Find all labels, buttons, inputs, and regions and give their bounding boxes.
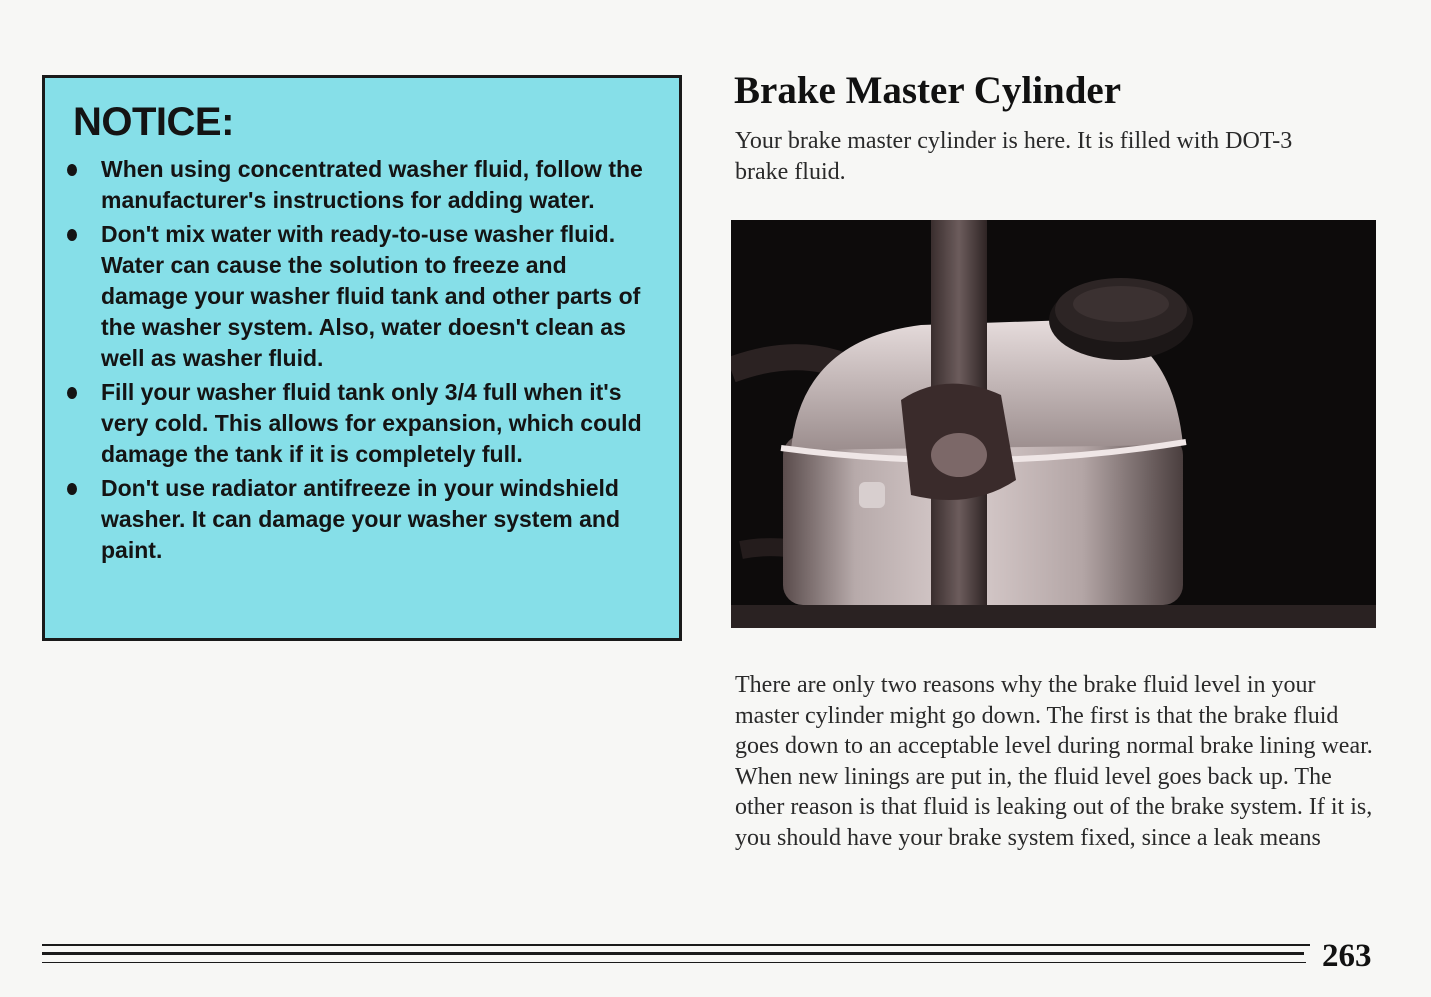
footer-rule bbox=[42, 962, 1306, 963]
section-heading: Brake Master Cylinder bbox=[734, 69, 1122, 112]
notice-item-text: Fill your washer fluid tank only 3/4 full when it's very cold. This allows for expansion, which could damage the tank if it is completely full. bbox=[101, 379, 642, 467]
notice-item-text: Don't use radiator antifreeze in your windshield washer. It can damage your washer system and paint. bbox=[101, 475, 620, 563]
bullet-icon bbox=[67, 387, 77, 399]
bullet-icon bbox=[67, 483, 77, 495]
bullet-icon bbox=[67, 229, 77, 241]
notice-list bbox=[45, 154, 645, 569]
intro-paragraph: Your brake master cylinder is here. It is filled with DOT-3 brake fluid. bbox=[735, 128, 1293, 185]
notice-title: NOTICE: bbox=[73, 100, 234, 144]
brake-master-cylinder-photo bbox=[731, 220, 1376, 628]
notice-item bbox=[45, 154, 645, 216]
footer-rule bbox=[42, 952, 1304, 955]
body-paragraph: There are only two reasons why the brake fluid level in your master cylinder might go down. The first is that the brake fluid goes down to an acceptable level during normal brake lining wear. When new linings are put in, the fluid level goes back up. The other reason is that fluid is leaking out of the brake system. If it is, you should have your brake system fixed, since a leak means bbox=[735, 672, 1373, 851]
bullet-icon bbox=[67, 164, 77, 176]
notice-item bbox=[45, 219, 645, 374]
page-number: 263 bbox=[1322, 938, 1372, 974]
brake-master-cylinder-illustration bbox=[731, 220, 1376, 628]
notice-item-text: When using concentrated washer fluid, follow the manufacturer's instructions for adding water. bbox=[101, 156, 643, 213]
notice-item-text: Don't mix water with ready-to-use washer fluid. Water can cause the solution to freeze and damage your washer fluid tank and other parts of the washer system. Also, water doesn't clean as well as washer fluid. bbox=[101, 221, 641, 371]
notice-item bbox=[45, 473, 645, 566]
footer-rule bbox=[42, 944, 1310, 946]
notice-item bbox=[45, 377, 645, 470]
notice-box bbox=[42, 75, 682, 641]
